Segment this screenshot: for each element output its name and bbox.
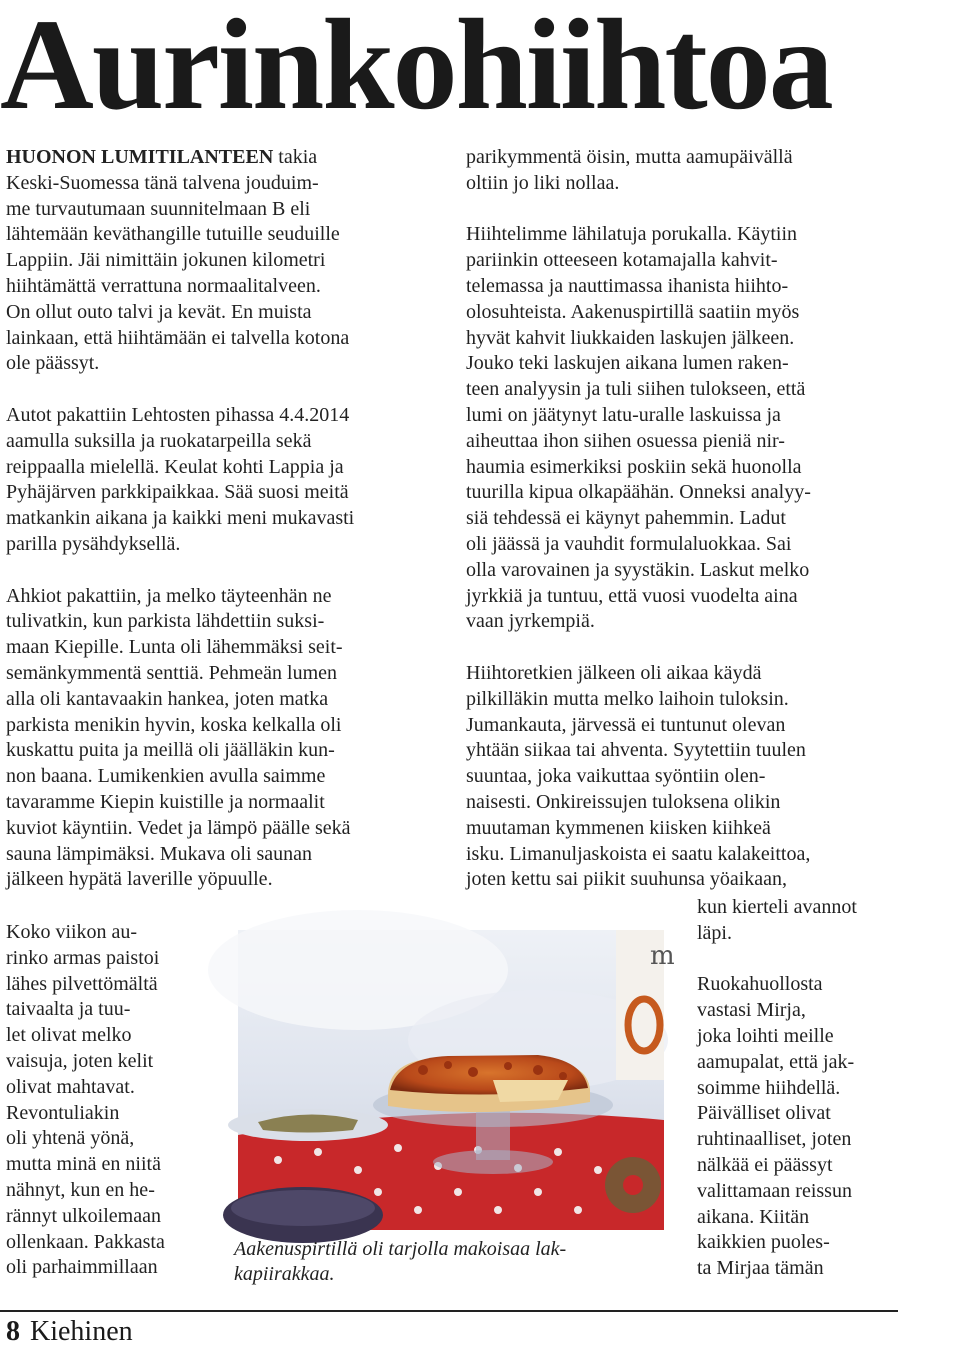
- text-line: valittamaan reissun: [697, 1179, 852, 1202]
- text-line: muutaman kymmenen kiisken kiihkeä: [466, 816, 771, 839]
- text-line: parkista menikin hyvin, koska kelkalla oli: [6, 713, 342, 736]
- text-line: vaan jyrkempiä.: [466, 610, 595, 633]
- text-line: siä tehdessä ei käynyt pahemmin. Ladut: [466, 507, 786, 530]
- text-line: takia: [273, 146, 318, 168]
- text-line: nähnyt, kun en he-: [6, 1178, 155, 1201]
- paragraph: [6, 403, 436, 558]
- paragraph: [697, 895, 957, 947]
- text-line: aikana. Kiitän: [697, 1205, 810, 1228]
- text-line: tuurilla kipua olkapäähän. Onneksi analyy-: [466, 481, 811, 504]
- text-line: olivat mahtavat.: [6, 1075, 135, 1098]
- text-line: oli yhtenä yönä,: [6, 1127, 135, 1150]
- text-line: teen analyysin ja tuli siihen tulokseen, että: [466, 378, 806, 401]
- text-line: Koko viikon au-: [6, 921, 138, 943]
- text-line: telemassa ja nauttimassa ihanista hiihto-: [466, 274, 789, 297]
- text-line: tavaramme Kiepin kuistille ja normaalit: [6, 790, 325, 813]
- text-line: me turvautumaan suunnitelmaan B eli: [6, 197, 311, 220]
- text-line: Ahkiot pakattiin, ja melko täyteenhän ne: [6, 584, 332, 607]
- text-line: joka loihti meille: [697, 1024, 834, 1047]
- text-line: hyvät kahvit liukkaiden laskujen jälkeen.: [466, 326, 795, 349]
- text-line: aiheuttaa ihon siihen osuessa pieniä nir-: [466, 429, 785, 452]
- narrow-left-column: [6, 920, 221, 1307]
- publication-name: Kiehinen: [30, 1316, 133, 1347]
- cake-photo: [238, 930, 675, 1230]
- paragraph: [6, 145, 436, 377]
- paragraph: [466, 145, 936, 197]
- paragraph: [697, 972, 957, 1282]
- text-line: Revontuliakin: [6, 1101, 120, 1124]
- text-line: rännyt ulkoilemaan: [6, 1204, 161, 1227]
- text-line: pilkilläkin mutta melko laihoin tuloksin.: [466, 687, 789, 710]
- text-line: reippaalla mielellä. Keulat kohti Lappia ja: [6, 455, 344, 478]
- paragraph: [6, 920, 221, 1281]
- text-line: Ruokahuollosta: [697, 973, 823, 996]
- text-line: oli parhaimmillaan: [6, 1256, 158, 1279]
- text-line: tulivatkin, kun parkista lähdettiin suksi-: [6, 610, 325, 633]
- text-line: nälkää ei päässyt: [697, 1153, 833, 1176]
- caption-line: Aakenuspirtillä oli tarjolla makoisaa lak-: [234, 1238, 567, 1260]
- text-line: kun kierteli avannot: [697, 896, 857, 918]
- text-line: lumi on jäätynyt latu-uralle laskuissa ja: [466, 403, 781, 426]
- paragraph: [466, 222, 936, 635]
- text-line: Jumankauta, järvessä ei tuntunut olevan: [466, 713, 786, 736]
- caption-line: kapiirakkaa.: [234, 1263, 335, 1285]
- text-line: jälkeen hypätä laverille yöpuulle.: [6, 868, 273, 891]
- paragraph: [466, 661, 936, 893]
- text-line: lähes pilvettömältä: [6, 972, 158, 995]
- text-line: maan Kiepille. Lunta oli lähemmäksi seit-: [6, 636, 343, 659]
- footer-divider: [0, 1310, 898, 1312]
- text-line: naisesti. Onkireissujen tuloksena olikin: [466, 790, 781, 813]
- paragraph: [6, 584, 436, 894]
- text-line: ta Mirjaa tämän: [697, 1257, 824, 1280]
- text-line: Autot pakattiin Lehtosten pihassa 4.4.2014: [6, 403, 350, 426]
- text-line: Jouko teki laskujen aikana lumen raken-: [466, 352, 789, 375]
- text-line: aamulla suksilla ja ruokatarpeilla sekä: [6, 429, 312, 452]
- text-line: rinko armas paistoi: [6, 946, 160, 969]
- text-line: Lappiin. Jäi nimittäin jokunen kilometri: [6, 249, 326, 272]
- text-line: joten kettu sai piikit suuhunsa yöaikaan,: [466, 868, 788, 891]
- right-column: [466, 145, 936, 919]
- text-line: ole päässyt.: [6, 352, 100, 375]
- text-line: ruhtinaalliset, joten: [697, 1128, 852, 1151]
- text-line: alla oli kantavaakin hankea, joten matka: [6, 687, 329, 710]
- text-line: let olivat melko: [6, 1024, 132, 1047]
- text-line: yhtään siikaa tai ahventa. Syytettiin tuulen: [466, 739, 806, 762]
- article-title: Aurinkohiihtoa: [0, 0, 832, 137]
- text-line: suuntaa, joka vaikuttaa syöntiin olen-: [466, 765, 766, 788]
- page-number: 8: [6, 1316, 20, 1347]
- text-line: vaisuja, joten kelit: [6, 1049, 154, 1072]
- text-line: oli jäässä ja vauhdit formulaluokkaa. Sai: [466, 532, 792, 555]
- text-line: parikymmentä öisin, mutta aamupäivällä: [466, 146, 793, 168]
- text-line: oltiin jo liki nollaa.: [466, 171, 620, 194]
- text-line: Päivälliset olivat: [697, 1102, 831, 1125]
- svg-text:m: m: [650, 941, 675, 971]
- text-line: haumia esimerkiksi poskiin sekä huonolla: [466, 455, 802, 478]
- text-line: jyrkkiä ja tuntuu, että vuosi vuodelta aina: [466, 584, 798, 607]
- text-line: olosuhteista. Aakenuspirtillä saatiin myös: [466, 300, 800, 323]
- text-line: pariinkin otteeseen kotamajalla kahvit-: [466, 249, 778, 272]
- text-line: vastasi Mirja,: [697, 999, 806, 1022]
- text-line: Keski-Suomessa tänä talvena jouduim-: [6, 171, 319, 194]
- text-line: lainkaan, että hiihtämään ei talvella kotona: [6, 326, 350, 349]
- text-line: soimme hiihdellä.: [697, 1076, 841, 1099]
- text-line: Hiihtelimme lähilatuja porukalla. Käytiin: [466, 223, 798, 246]
- text-line: taivaalta ja tuu-: [6, 998, 131, 1021]
- text-line: hiihtämättä verrattuna normaalitalveen.: [6, 274, 321, 297]
- text-line: ollenkaan. Pakkasta: [6, 1230, 165, 1253]
- text-line: parilla pysähdyksellä.: [6, 532, 181, 555]
- text-line: matkankin aikana ja kaikki meni mukavasti: [6, 507, 355, 530]
- text-line: Pyhäjärven parkkipaikkaa. Sää suosi meitä: [6, 481, 349, 504]
- page-footer: [6, 1316, 133, 1348]
- narrow-right-column: [697, 895, 957, 1308]
- text-line: mutta minä en niitä: [6, 1153, 161, 1176]
- text-line: non baana. Lumikenkien avulla saimme: [6, 765, 326, 788]
- text-line: olla varovainen ja syystäkin. Laskut melko: [466, 558, 810, 581]
- lead-in: HUONON LUMITILANTEEN: [6, 146, 274, 168]
- text-line: semänkymmentä senttiä. Pehmeän lumen: [6, 661, 338, 684]
- text-line: isku. Limanuljaskoista ei saatu kalakeittoa,: [466, 842, 811, 865]
- text-line: Hiihtoretkien jälkeen oli aikaa käydä: [466, 661, 762, 684]
- text-line: [6, 145, 436, 171]
- text-line: kaikkien puoles-: [697, 1231, 830, 1254]
- text-line: kuviot käyntiin. Vedet ja lämpö päälle sekä: [6, 816, 351, 839]
- left-column: [6, 145, 436, 919]
- text-line: kuskattu puita ja meillä oli jäälläkin kun-: [6, 739, 335, 762]
- text-line: aamupalat, että jak-: [697, 1050, 855, 1073]
- text-line: sauna lämpimäksi. Mukava oli saunan: [6, 842, 313, 865]
- text-line: läpi.: [697, 921, 732, 944]
- photo-caption: [234, 1237, 674, 1287]
- text-line: On ollut outo talvi ja kevät. En muista: [6, 300, 312, 323]
- text-line: lähtemään keväthangille tutuille seuduille: [6, 223, 340, 246]
